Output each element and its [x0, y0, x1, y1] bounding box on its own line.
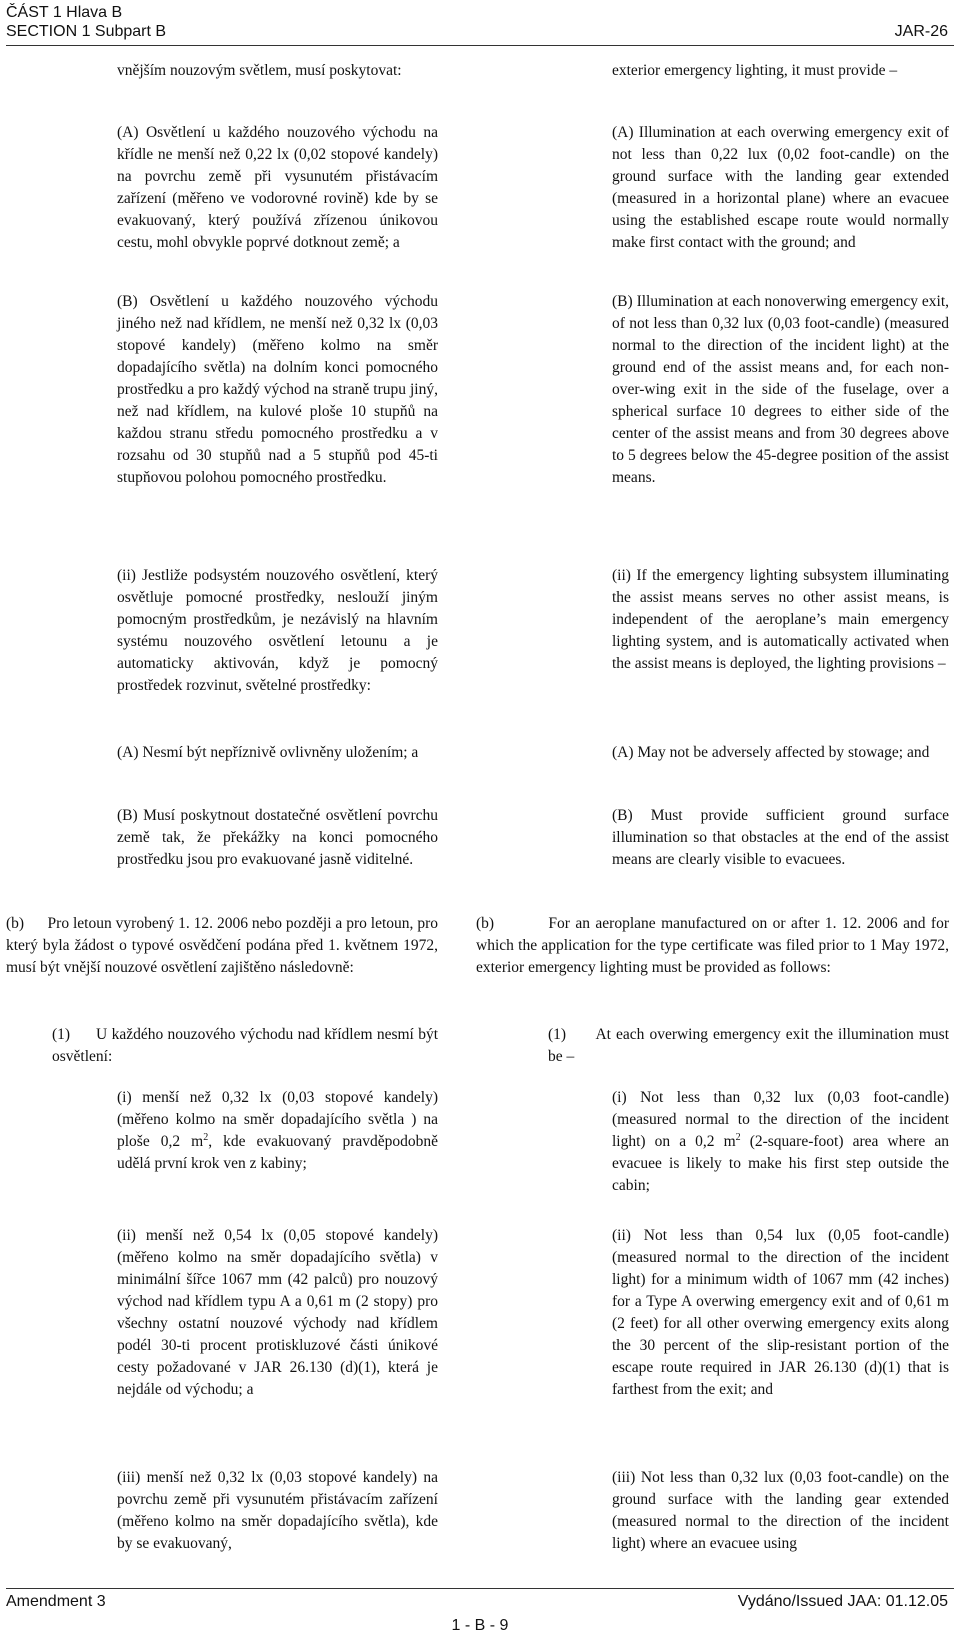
cz-para-b: (b) Pro letoun vyrobený 1. 12. 2006 nebo později a pro letoun, pro který byla žádost o typové osvědčení podána před 1. květnem 1972, musí být vnější nouzové osvětlení zajištěno následovně: — [6, 915, 442, 976]
en-para-ii: (ii) If the emergency lighting subsystem illuminating the assist means serves no other assist means, is independent of the aeroplane’s main emergency lighting system, and is automatically activated when the assist means is deployed, the lighting provisions – — [612, 567, 949, 672]
footer-issue-date: Vydáno/Issued JAA: 01.12.05 — [737, 1593, 948, 1610]
cz-para-ii: (ii) Jestliže podsystém nouzového osvětlení, který osvětluje pomocné prostředky, neslouží jiným pomocným prostředkům, je nezávislý na hlavním systému nouzového osvětlení letounu a je automaticky aktivován, když je pomocný prostředek rozvinut, světelné prostředky: — [117, 567, 438, 694]
cz-b1-i-superscript: 2 — [203, 1131, 209, 1143]
en-para-b: (b) For an aeroplane manufactured on or after 1. 12. 2006 and for which the application for the type certificate was filed prior to 1 May 1972, exterior emergency lighting must be provided as follows: — [476, 915, 953, 976]
en-para-b-1: (1) At each overwing emergency exit the illumination must be – — [548, 1026, 953, 1065]
en-b1-i-text-cont: (2-square-foot) area where an evacuee is likely to make his first step outside the cabin; — [612, 1133, 949, 1194]
running-header-right: JAR-26 — [894, 23, 948, 40]
en-para-ii-A: (A) May not be adversely affected by stowage; and — [612, 744, 930, 761]
cz-para-a-A: (A) Osvětlení u každého nouzového východu na křídle ne menší než 0,22 lx (0,02 stopové kandely) na povrchu země při vysunutém přistávacím zařízení (měřeno ve vodorovné rovině) kde by se evakuovaný, který používá zřízenou únikovou cestu, mohl obvykle poprvé dotknout země; a — [117, 124, 438, 251]
en-para-a-B: (B) Illumination at each nonoverwing emergency exit, of not less than 0,32 lux (0,03 foot-candle) (measured normal to the direction of the incident light) at the ground end of the assist means and, for each non-over-wing exit in the side of the fuselage, over a spherical surface 10 degrees to either side of the center of the assist means and from 30 degrees above to 5 degrees below the 45-degree position of the assist means. — [612, 293, 949, 486]
header-part: ČÁST 1 Hlava B — [6, 4, 123, 21]
footer-rule — [6, 1588, 954, 1589]
cz-para-b-1: (1) U každého nouzového východu nad křídlem nesmí být osvětlení: — [52, 1026, 442, 1065]
cz-para-ii-A: (A) Nesmí být nepříznivě ovlivněny uložením; a — [117, 744, 419, 761]
page-number: 1 - B - 9 — [451, 1617, 509, 1634]
en-para-b-1-i — [612, 1087, 949, 1197]
en-para-ii-B: (B) Must provide sufficient ground surface illumination so that obstacles at the end of the assist means are clearly visible to evacuees. — [612, 807, 949, 868]
cz-para-a-B: (B) Osvětlení u každého nouzového východu jiného než nad křídlem, ne menší než 0,32 lx (0,03 stopové kandely) (měřeno kolmo na směr dopadajícího světla) na dolním konci pomocného prostředku a pro každý východ na straně trupu jiný, než nad křídlem, na kulové ploše 10 stupňů na každou stranu středu pomocného prostředku a v rozsahu od 30 stupňů nad a 5 stupňů pod 45-ti stupňovou polohou pomocného prostředku. — [117, 293, 438, 486]
cz-para-ii-B: (B) Musí poskytnout dostatečné osvětlení povrchu země tak, že překážky na konci pomocného prostředku jsou pro evakuované jasně viditelné. — [117, 807, 438, 868]
cz-para-b-1-iii: (iii) menší než 0,32 lx (0,03 stopové kandely) na povrchu země při vysunutém přistávacím zařízení (měřeno kolmo na směr dopadajícího světla), kde by se evakuovaný, — [117, 1469, 438, 1552]
en-b1-i-text: (i) Not less than 0,32 lux (0,03 foot-candle) (measured normal to the direction of the incident light) on a 0,2 m — [612, 1089, 949, 1150]
cz-para-b-1-ii: (ii) menší než 0,54 lx (0,05 stopové kandely)(měřeno kolmo na směr dopadajícího světla) v minimální šířce 1067 mm (42 palců) pro nouzový východ nad křídlem typu A a 0,61 m (2 stopy) pro všechny ostatní nouzové východy nad křídlem podél 30-ti procent protiskluzové části únikové cesty požadované v JAR 26.130 (d)(1), která je nejdále od východu; a — [117, 1227, 438, 1398]
cz-intro-paragraph: vnějším nouzovým světlem, musí poskytovat: — [117, 62, 402, 79]
en-intro-paragraph: exterior emergency lighting, it must provide – — [612, 62, 898, 79]
header-section: SECTION 1 Subpart B — [6, 23, 167, 40]
running-header-left — [6, 3, 166, 41]
en-b1-i-superscript: 2 — [735, 1131, 741, 1143]
cz-b1-i-text-cont: , kde evakuovaný pravděpodobně udělá první krok ven z kabiny; — [117, 1133, 438, 1172]
footer-amendment: Amendment 3 — [6, 1593, 106, 1610]
en-para-a-A: (A) Illumination at each overwing emergency exit of not less than 0,22 lux (0,02 foot-candle) on the ground surface with the landing gear extended (measured in a horizontal plane) where an evacuee using the established escape route would normally make first contact with the ground; and — [612, 124, 949, 251]
en-para-b-1-ii: (ii) Not less than 0,54 lux (0,05 foot-candle) (measured normal to the direction of the incident light) for a minimum width of 1067 mm (42 inches) for a Type A overwing emergency exit and of 0,61 m (2 feet) for all other overwing emergency exits along the 30 percent of the slip-resistant portion of the escape route required in JAR 26.130 (d)(1) that is farthest from the exit; and — [612, 1227, 949, 1398]
cz-b1-i-text: (i) menší než 0,32 lx (0,03 stopové kandely)(měřeno kolmo na směr dopadajícího světla ) na ploše 0,2 m — [117, 1089, 438, 1150]
header-rule — [6, 45, 954, 46]
cz-para-b-1-i — [117, 1087, 438, 1175]
en-para-b-1-iii: (iii) Not less than 0,32 lux (0,03 foot-candle) on the ground surface with the landing gear extended (measured normal to the direction of the incident light) where an evacuee using — [612, 1469, 949, 1552]
